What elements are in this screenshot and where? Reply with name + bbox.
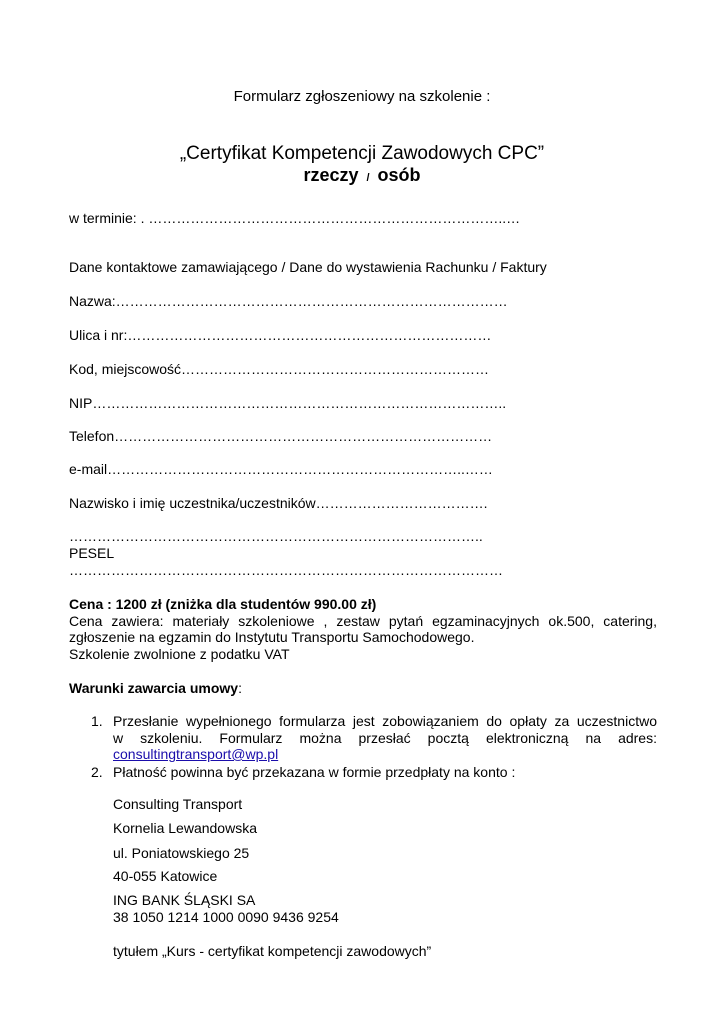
term-line: w terminie: . …………………………………………………………………..… <box>69 210 521 226</box>
field-nazwa: Nazwa:………………………………………………………………………… <box>69 293 508 309</box>
subtitle-right: osób <box>377 165 421 185</box>
subtitle-left: rzeczy <box>303 165 359 185</box>
field-kod: Kod, miejscowość………………………………………………………… <box>69 361 490 377</box>
subtitle-separator: / <box>366 172 370 184</box>
field-nazwisko: Nazwisko i imię uczestnika/uczestników………………………………. <box>69 495 488 511</box>
payee-street: ul. Poniatowskiego 25 <box>113 845 250 861</box>
contact-heading: Dane kontaktowe zamawiającego / Dane do wystawienia Rachunku / Faktury <box>69 259 547 275</box>
field-pesel: PESEL <box>69 545 115 561</box>
condition-2-number: 2. <box>91 764 103 780</box>
price-includes-1: Cena zawiera: materiały szkoleniowe , zestaw pytań egzaminacyjnych ok.500, catering, <box>69 613 657 629</box>
conditions-heading-colon: : <box>238 680 242 696</box>
field-nip: NIP…………………………………………………………………………….. <box>69 395 507 411</box>
field-dots-1: …………………………………………………………………………….. <box>69 528 483 544</box>
payee-name: Kornelia Lewandowska <box>113 820 257 836</box>
conditions-heading <box>69 680 242 696</box>
field-dots-2: ………………………………………………………………………………… <box>69 562 503 578</box>
form-header: Formularz zgłoszeniowy na szkolenie : <box>233 88 491 105</box>
payment-title: tytułem „Kurs - certyfikat kompetencji zawodowych” <box>113 943 432 959</box>
condition-1-line-1: Przesłanie wypełnionego formularza jest zobowiązaniem do opłaty za uczestnictwo <box>113 713 657 729</box>
payee-city: 40-055 Katowice <box>113 868 218 884</box>
price-line: Cena : 1200 zł (zniżka dla studentów 990.00 zł) <box>69 596 377 612</box>
course-subtitle <box>0 165 724 186</box>
field-ulica: Ulica i nr:…………………………………………………………………… <box>69 327 492 343</box>
condition-1-number: 1. <box>91 713 103 729</box>
payee-account-number: 38 1050 1214 1000 0090 9436 9254 <box>113 909 339 925</box>
course-title: „Certyfikat Kompetencji Zawodowych CPC” <box>179 143 545 164</box>
price-includes-2: zgłoszenie na egzamin do Instytutu Transportu Samochodowego. <box>69 629 475 645</box>
payee-company: Consulting Transport <box>113 796 243 812</box>
condition-1-line-2: w szkoleniu. Formularz można przesłać pocztą elektroniczną na adres: <box>113 730 657 746</box>
field-email: e-mail…………………………………………………………………..…… <box>69 461 493 477</box>
vat-note: Szkolenie zwolnione z podatku VAT <box>69 646 290 662</box>
field-telefon: Telefon……………………………………………………………………… <box>69 428 493 444</box>
payee-bank: ING BANK ŚLĄSKI SA <box>113 892 256 908</box>
condition-2-text: Płatność powinna być przekazana w formie przedpłaty na konto : <box>113 764 516 780</box>
contact-email-link[interactable]: consultingtransport@wp.pl <box>113 746 279 762</box>
conditions-heading-text: Warunki zawarcia umowy <box>69 680 239 696</box>
